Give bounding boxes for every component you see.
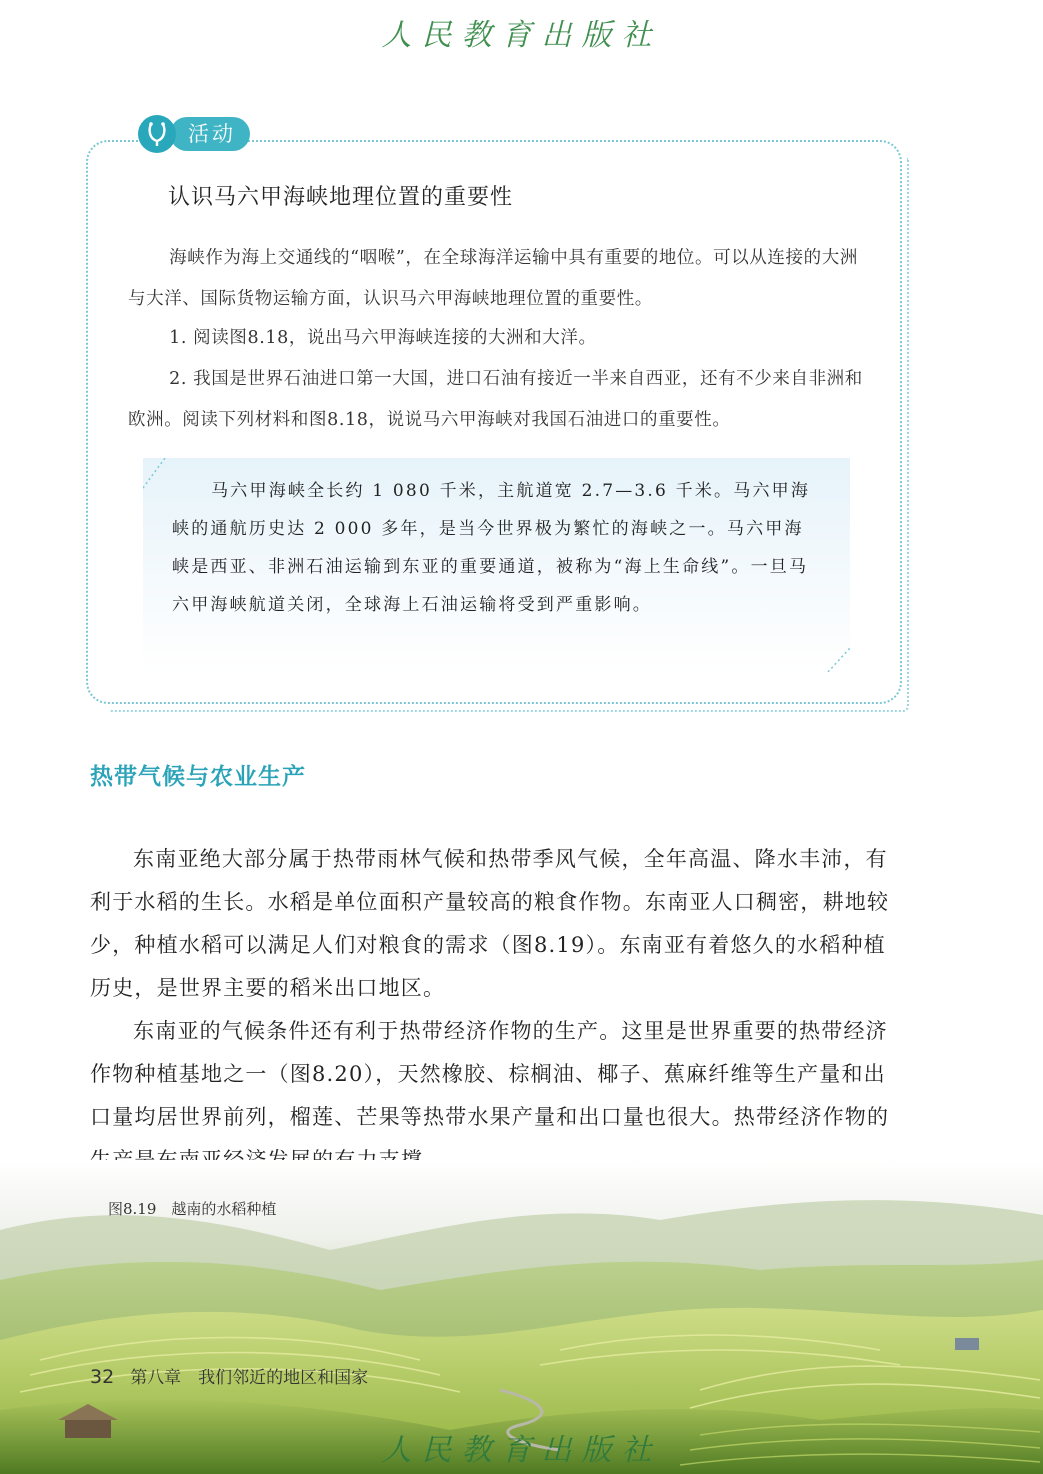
activity-item-1	[128, 318, 868, 359]
publisher-logo-top: 人民教育出版社	[381, 18, 662, 53]
activity-title: 认识马六甲海峡地理位置的重要性	[168, 185, 514, 210]
activity-badge	[138, 112, 250, 156]
body-text	[90, 838, 906, 1182]
activity-intro	[128, 238, 868, 320]
chapter-title: 第八章 我们邻近的地区和国家	[130, 1368, 369, 1388]
body-paragraph-2: 东南亚的气候条件还有利于热带经济作物的生产。这里是世界重要的热带经济作物种植基地之一（图8.20），天然橡胶、棕榈油、椰子、蕉麻纤维等生产量和出口量均居世界前列，榴莲、芒果等热带水果产量和出口量也很大。热带经济作物的	[90, 1019, 890, 1129]
activity-badge-label: 活动	[170, 117, 250, 151]
activity-item-2	[128, 359, 868, 441]
activity-item-2-text: 2. 我国是世界石油进口第一大国，进口石油有接近一半来自西亚，还有不少来自非洲和欧洲。阅读下列材料和图8.18，说说马六甲海峡对我国石油进口的重要性。	[128, 369, 863, 430]
publisher-logo-bottom: 人民教育出版社	[381, 1433, 662, 1468]
activity-icon	[138, 115, 176, 153]
body-paragraph-1: 东南亚绝大部分属于热带雨林气候和热带季风气候，全年高温、降水丰沛，有利于水稻的生长。水稻是单位面积产量较高的粮食作物。东南亚人口稠密，耕地较少，种植水稻可以满足人们对粮食的需求（图8.19）。东南亚有着悠久的水稻种植历史，是世界主要的稻米出口地区。	[90, 847, 890, 1000]
figure-caption: 图8.19 越南的水稻种植	[108, 1200, 277, 1218]
quote-text	[172, 472, 822, 624]
activity-item-1-text: 1. 阅读图8.18，说出马六甲海峡连接的大洲和大洋。	[169, 328, 597, 348]
page-number: 32	[90, 1366, 115, 1388]
page-footer	[90, 1363, 368, 1388]
activity-intro-text: 海峡作为海上交通线的“咽喉”，在全球海洋运输中具有重要的地位。可以从连接的大洲与大洋、国际货物运输方面，认识马六甲海峡地理位置的重要性。	[128, 248, 858, 309]
section-heading: 热带气候与农业生产	[90, 764, 306, 790]
quote-paragraph: 马六甲海峡全长约 1 080 千米，主航道宽 2.7—3.6 千米。马六甲海峡的通航历史达 2 000 多年，是当今世界极为繁忙的海峡之一。马六甲海峡是西亚、非洲石油运输到东亚的重要通道，被称为“海上生命线”。一旦马六甲海峡航道关闭，全球海上石油运输将受到严重影响。	[172, 481, 811, 615]
